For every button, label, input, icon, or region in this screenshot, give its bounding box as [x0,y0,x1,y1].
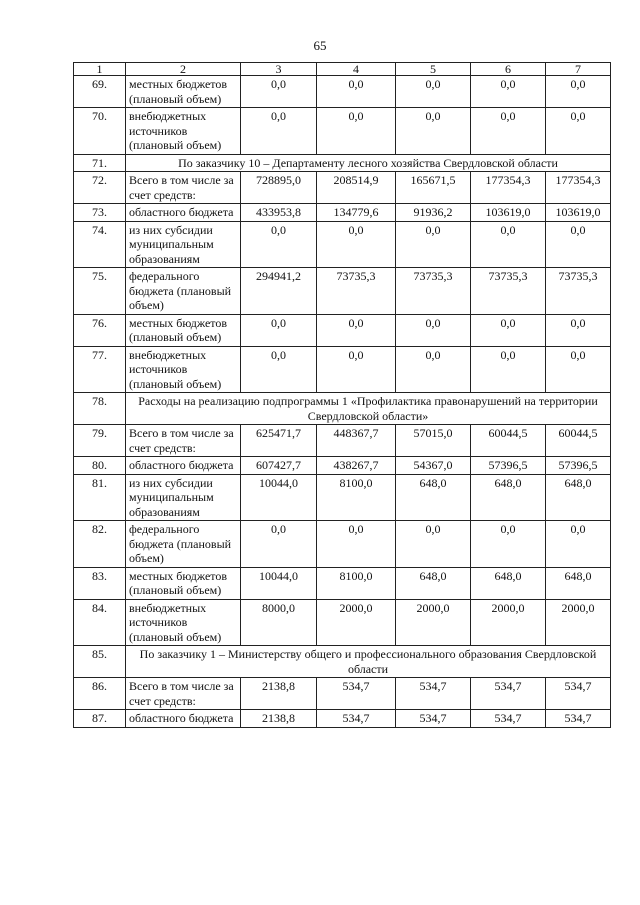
value-cell: 0,0 [317,346,396,393]
value-cell: 54367,0 [396,457,471,475]
value-cell: 625471,7 [241,425,317,457]
value-cell: 648,0 [396,567,471,599]
table-header-row [74,63,611,76]
value-cell: 208514,9 [317,172,396,204]
value-cell: 0,0 [396,521,471,568]
row-label: областного бюджета [126,710,241,728]
value-cell: 91936,2 [396,204,471,222]
value-cell: 0,0 [241,221,317,268]
value-cell: 103619,0 [471,204,546,222]
section-row [74,646,611,678]
value-cell: 8100,0 [317,474,396,521]
row-label: Всего в том числе за счет средств: [126,678,241,710]
row-number: 84. [74,599,126,646]
row-number: 71. [74,154,126,172]
value-cell: 0,0 [317,221,396,268]
value-cell: 648,0 [546,567,611,599]
table-body [74,76,611,728]
value-cell: 534,7 [546,678,611,710]
row-label: федерального бюджета (плановый объем) [126,268,241,315]
row-label: местных бюджетов (плановый объем) [126,314,241,346]
value-cell: 0,0 [396,108,471,155]
value-cell: 648,0 [471,474,546,521]
value-cell: 0,0 [471,521,546,568]
row-label: областного бюджета [126,457,241,475]
value-cell: 2000,0 [546,599,611,646]
value-cell: 103619,0 [546,204,611,222]
value-cell: 534,7 [396,678,471,710]
value-cell: 0,0 [546,76,611,108]
table-row [74,172,611,204]
table-row [74,710,611,728]
section-row [74,393,611,425]
value-cell: 0,0 [471,76,546,108]
row-number: 70. [74,108,126,155]
table-row [74,678,611,710]
value-cell: 2000,0 [471,599,546,646]
table-row [74,457,611,475]
value-cell: 57396,5 [546,457,611,475]
value-cell: 8100,0 [317,567,396,599]
row-number: 80. [74,457,126,475]
value-cell: 60044,5 [546,425,611,457]
row-number: 79. [74,425,126,457]
row-number: 77. [74,346,126,393]
value-cell: 534,7 [317,678,396,710]
budget-table [73,62,611,728]
column-header: 6 [471,63,546,76]
value-cell: 2000,0 [396,599,471,646]
row-number: 76. [74,314,126,346]
value-cell: 73735,3 [546,268,611,315]
row-number: 85. [74,646,126,678]
value-cell: 10044,0 [241,567,317,599]
value-cell: 0,0 [241,346,317,393]
value-cell: 0,0 [471,346,546,393]
column-header: 3 [241,63,317,76]
table-row [74,521,611,568]
table-row [74,204,611,222]
row-number: 75. [74,268,126,315]
value-cell: 73735,3 [396,268,471,315]
row-number: 69. [74,76,126,108]
column-header: 2 [126,63,241,76]
row-label: областного бюджета [126,204,241,222]
column-header: 1 [74,63,126,76]
table-row [74,567,611,599]
value-cell: 607427,7 [241,457,317,475]
row-number: 72. [74,172,126,204]
value-cell: 534,7 [317,710,396,728]
value-cell: 0,0 [546,108,611,155]
row-number: 78. [74,393,126,425]
value-cell: 0,0 [396,314,471,346]
table-row [74,268,611,315]
value-cell: 73735,3 [317,268,396,315]
value-cell: 2138,8 [241,710,317,728]
column-header: 7 [546,63,611,76]
row-label: местных бюджетов (плановый объем) [126,76,241,108]
value-cell: 165671,5 [396,172,471,204]
value-cell: 0,0 [396,346,471,393]
value-cell: 648,0 [396,474,471,521]
section-heading: По заказчику 1 – Министерству общего и профессионального образования Свердловской области [126,646,611,678]
row-label: Всего в том числе за счет средств: [126,425,241,457]
table-row [74,599,611,646]
value-cell: 0,0 [546,314,611,346]
section-heading: Расходы на реализацию подпрограммы 1 «Профилактика правонарушений на территории Свердловской области» [126,393,611,425]
value-cell: 648,0 [471,567,546,599]
value-cell: 0,0 [241,521,317,568]
row-label: Всего в том числе за счет средств: [126,172,241,204]
row-number: 82. [74,521,126,568]
value-cell: 448367,7 [317,425,396,457]
value-cell: 10044,0 [241,474,317,521]
row-number: 83. [74,567,126,599]
value-cell: 0,0 [241,76,317,108]
value-cell: 0,0 [317,521,396,568]
value-cell: 0,0 [396,76,471,108]
value-cell: 534,7 [546,710,611,728]
value-cell: 177354,3 [471,172,546,204]
page-number: 65 [313,38,327,53]
value-cell: 57396,5 [471,457,546,475]
row-label: местных бюджетов (плановый объем) [126,567,241,599]
value-cell: 438267,7 [317,457,396,475]
table-row [74,314,611,346]
value-cell: 0,0 [317,76,396,108]
value-cell: 534,7 [471,678,546,710]
value-cell: 134779,6 [317,204,396,222]
value-cell: 0,0 [317,108,396,155]
row-number: 74. [74,221,126,268]
value-cell: 0,0 [546,346,611,393]
value-cell: 294941,2 [241,268,317,315]
row-number: 86. [74,678,126,710]
table-row [74,474,611,521]
value-cell: 0,0 [241,108,317,155]
value-cell: 8000,0 [241,599,317,646]
value-cell: 0,0 [471,314,546,346]
value-cell: 0,0 [471,108,546,155]
table-row [74,425,611,457]
section-row [74,154,611,172]
value-cell: 0,0 [241,314,317,346]
row-label: из них субсидии муниципальным образованиям [126,221,241,268]
value-cell: 0,0 [396,221,471,268]
value-cell: 73735,3 [471,268,546,315]
value-cell: 2000,0 [317,599,396,646]
row-number: 87. [74,710,126,728]
table-row [74,346,611,393]
column-header: 4 [317,63,396,76]
row-label: из них субсидии муниципальным образованиям [126,474,241,521]
row-label: внебюджетных источников (плановый объем) [126,108,241,155]
value-cell: 0,0 [546,221,611,268]
row-number: 81. [74,474,126,521]
value-cell: 2138,8 [241,678,317,710]
table-row [74,108,611,155]
section-heading: По заказчику 10 – Департаменту лесного хозяйства Свердловской области [126,154,611,172]
value-cell: 728895,0 [241,172,317,204]
value-cell: 534,7 [471,710,546,728]
value-cell: 0,0 [317,314,396,346]
value-cell: 60044,5 [471,425,546,457]
value-cell: 0,0 [471,221,546,268]
row-label: внебюджетных источников (плановый объем) [126,346,241,393]
table-row [74,221,611,268]
value-cell: 648,0 [546,474,611,521]
value-cell: 0,0 [546,521,611,568]
value-cell: 433953,8 [241,204,317,222]
row-label: федерального бюджета (плановый объем) [126,521,241,568]
table-row [74,76,611,108]
row-number: 73. [74,204,126,222]
column-header: 5 [396,63,471,76]
value-cell: 177354,3 [546,172,611,204]
value-cell: 534,7 [396,710,471,728]
value-cell: 57015,0 [396,425,471,457]
row-label: внебюджетных источников (плановый объем) [126,599,241,646]
